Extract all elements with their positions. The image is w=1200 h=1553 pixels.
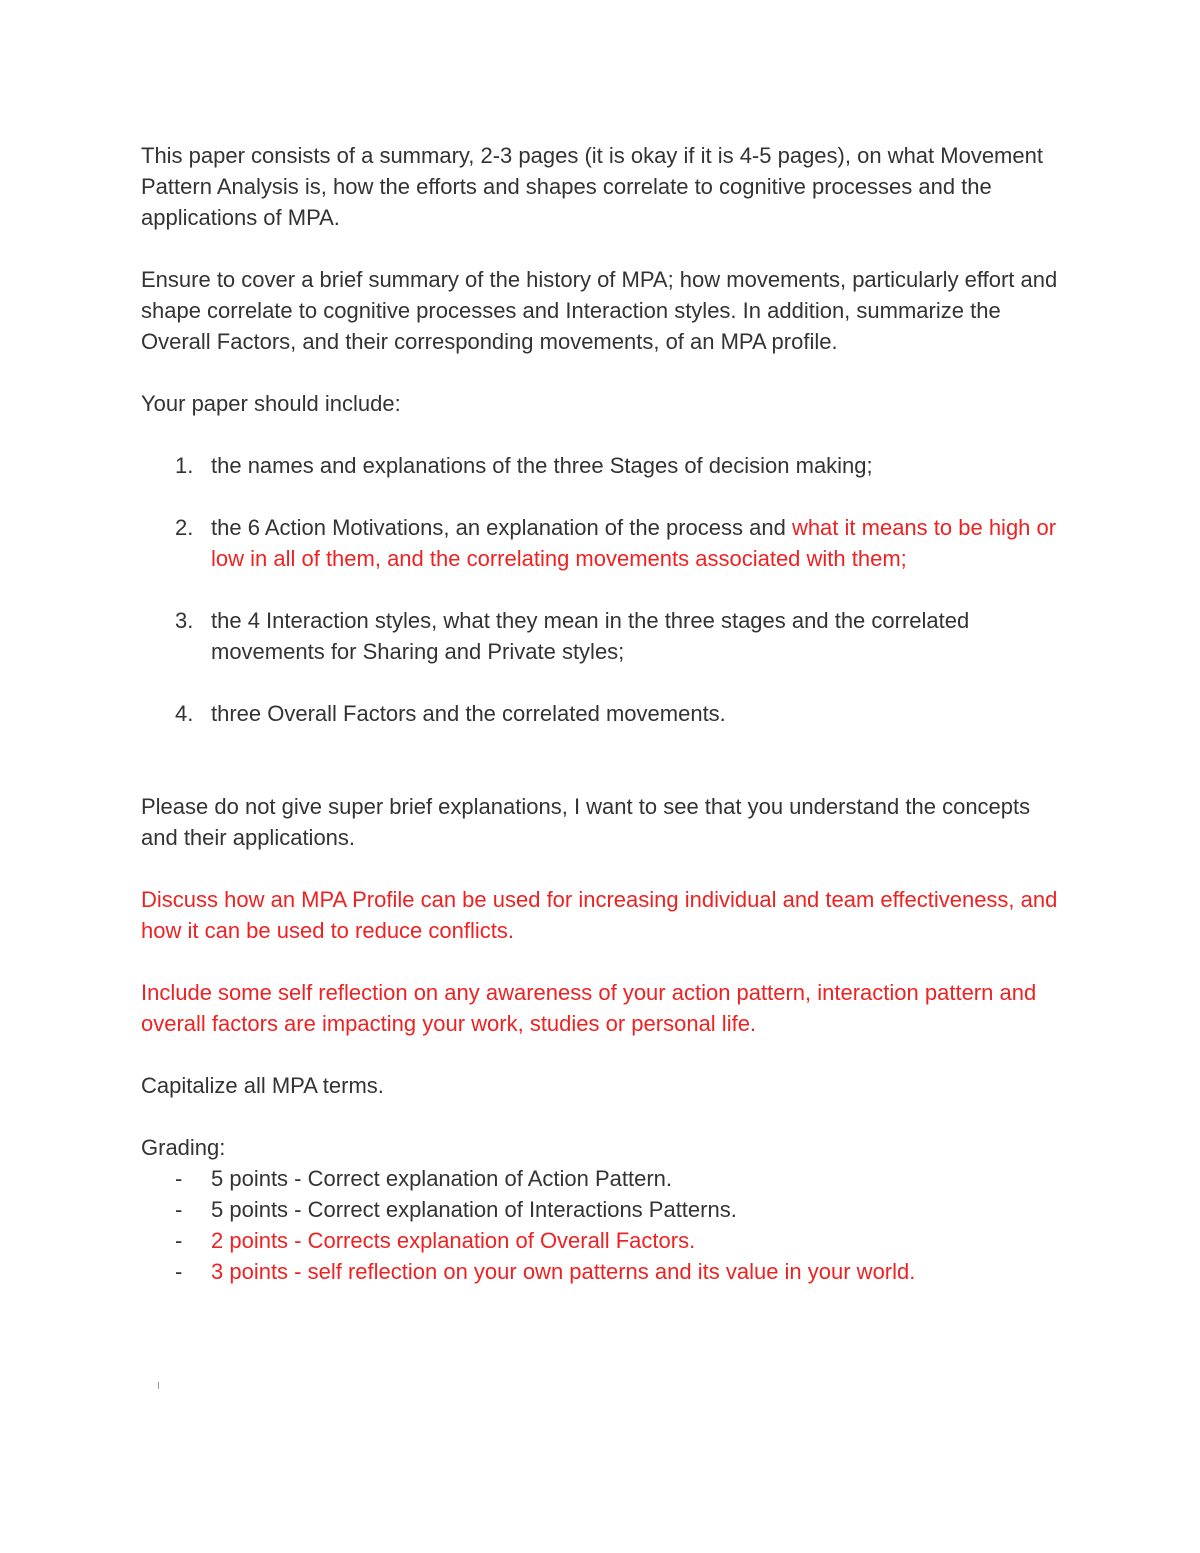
grading-item <box>141 1225 1071 1256</box>
list-number: 2. <box>175 515 194 540</box>
list-item-highlight: what it means to be high or low in all of them, and the correlating movements associated with them; <box>211 515 1057 571</box>
grading-item-text: 5 points - Correct explanation of Action Pattern. <box>211 1166 673 1191</box>
dash-bullet: - <box>175 1197 183 1222</box>
list-item-text: the 6 Action Motivations, an explanation of the process and <box>211 515 792 540</box>
list-number: 4. <box>175 701 194 726</box>
cover-paragraph: Ensure to cover a brief summary of the history of MPA; how movements, particularly effort and shape correlate to cognitive processes and Interaction styles. In addition, summarize the Overall Factors, and their corresponding movements, of an MPA profile. <box>141 267 1058 354</box>
list-item-text: the 4 Interaction styles, what they mean in the three stages and the correlated movements for Sharing and Private styles; <box>211 608 970 664</box>
grading-list <box>141 1163 1071 1287</box>
list-item-text: three Overall Factors and the correlated movements. <box>211 701 726 726</box>
intro-paragraph: This paper consists of a summary, 2-3 pages (it is okay if it is 4-5 pages), on what Movement Pattern Analysis is, how the efforts and shapes correlate to cognitive processes and the applications of MPA. <box>141 143 1043 230</box>
requirements-list <box>141 450 1071 729</box>
discuss-paragraph: Discuss how an MPA Profile can be used for increasing individual and team effectiveness, and how it can be used to reduce conflicts. <box>141 887 1058 943</box>
brief-paragraph: Please do not give super brief explanations, I want to see that you understand the concepts and their applications. <box>141 794 1031 850</box>
document-page <box>141 140 1071 1287</box>
grading-item-text: 2 points - Corrects explanation of Overall Factors. <box>211 1228 696 1253</box>
reflection-paragraph: Include some self reflection on any awareness of your action pattern, interaction pattern and overall factors are impacting your work, studies or personal life. <box>141 980 1037 1036</box>
list-number: 1. <box>175 453 194 478</box>
list-number: 3. <box>175 608 194 633</box>
list-item <box>141 605 1071 667</box>
grading-item <box>141 1256 1071 1287</box>
capitalize-paragraph: Capitalize all MPA terms. <box>141 1073 384 1098</box>
list-item-text: the names and explanations of the three Stages of decision making; <box>211 453 873 478</box>
dash-bullet: - <box>175 1228 183 1253</box>
grading-item <box>141 1194 1071 1225</box>
grading-item-text: 3 points - self reflection on your own patterns and its value in your world. <box>211 1259 916 1284</box>
dash-bullet: - <box>175 1166 183 1191</box>
dash-bullet: - <box>175 1259 183 1284</box>
grading-heading: Grading: <box>141 1135 226 1160</box>
list-item <box>141 698 1071 729</box>
list-item <box>141 450 1071 481</box>
list-item <box>141 512 1071 574</box>
stray-mark <box>158 1382 159 1389</box>
include-heading: Your paper should include: <box>141 391 401 416</box>
grading-item <box>141 1163 1071 1194</box>
grading-item-text: 5 points - Correct explanation of Interactions Patterns. <box>211 1197 737 1222</box>
